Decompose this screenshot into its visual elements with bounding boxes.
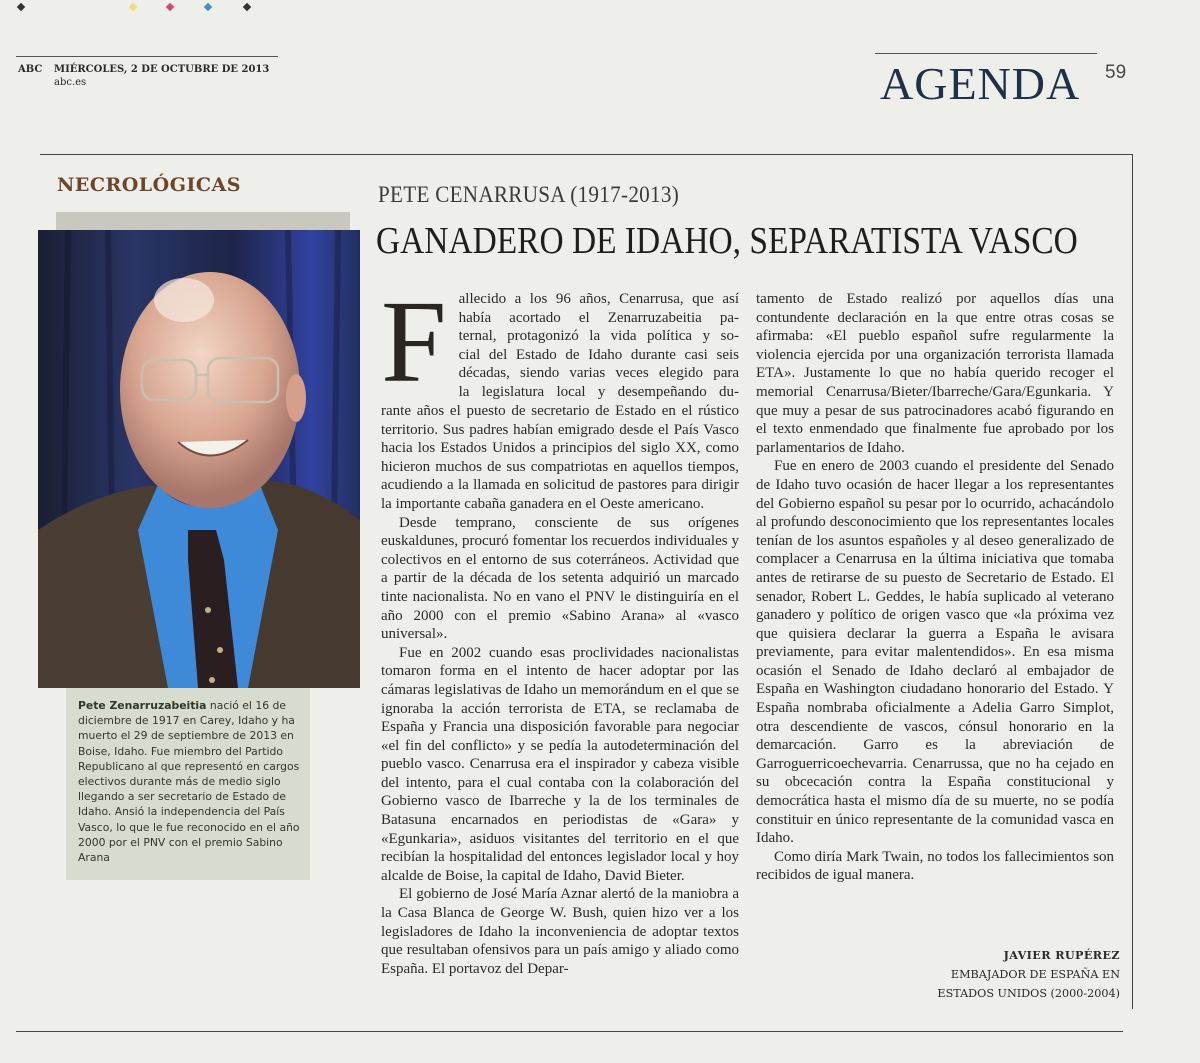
section-title: AGENDA bbox=[880, 58, 1081, 109]
registration-mark-icon bbox=[129, 3, 137, 11]
portrait-photo bbox=[38, 230, 360, 688]
author-role-line-2: ESTADOS UNIDOS (2000-2004) bbox=[937, 987, 1120, 1000]
masthead-site: abc.es bbox=[54, 77, 87, 88]
registration-mark-icon bbox=[166, 3, 174, 11]
bottom-rule bbox=[16, 1031, 1123, 1032]
dropcap-line: allecido a los 96 años, Cenarrusa, que así bbox=[458, 291, 739, 307]
paragraph-1 bbox=[381, 290, 739, 514]
article-column-2 bbox=[756, 290, 1114, 930]
paragraph-3: Fue en 2002 cuando esas proclividades nacionalistas tomaron forma en el intento de hacer adoptar por las cámaras legislativas de Idaho un memorándum en el que se ignoraba la acción terrorista de ETA, se reclamaba de España y Francia una disposición favorable para negociar «el fin del conflicto» y se pedía la autodeterminación del pueblo vasco. Cenarrusa era el inspirador y cabeza visible del intento, para el cual contaba con la colaboración del Gobierno vasco de Ibarreche y la de los terminales de Batasuna encarnados en periodistas de «Gara» y «Egunkaria», asiduos visitantes del territorio en el que recibían la hospitalidad del entonces legislador local y hoy alcalde de Boise, la capital de Idaho, David Bieter. bbox=[381, 644, 739, 884]
dropcap-line: ternal, protagonizó la vida política y so- bbox=[458, 328, 739, 345]
paragraph-2: Desde temprano, consciente de sus orígenes euskaldunes, procuró fomentar los recuerdos individuales y colectivos en el entorno de sus coterráneos. Actividad que a partir de la década de los setenta adquirió un marcado tinte nacionalista. No en vano el PNV le distinguiría en el año 2000 con el premio «Sabino Arana» al «vasco universal». bbox=[381, 514, 739, 643]
top-rule-left bbox=[16, 56, 278, 57]
author-signature bbox=[900, 946, 1120, 1003]
dropcap-line: había acortado el Zenarruzabeitia pa- bbox=[458, 309, 739, 326]
page-number: 59 bbox=[1105, 62, 1127, 83]
top-rule-right bbox=[875, 53, 1097, 54]
portrait-photo-icon bbox=[38, 230, 360, 688]
caption-text: nació el 16 de diciembre de 1917 en Carey, Idaho y ha muerto el 29 de septiembre de 2013 en Boise, Idaho. Fue miembro del Partido Republicano al que representó en cargos electivos durante más de medio siglo llegando a ser secretario de Estado de Idaho. Ansió la independencia del País Vasco, lo que le fue reconocido en el año 2000 por el PNV con el premio Sabino Arana bbox=[78, 699, 300, 865]
paragraph-7: Como diría Mark Twain, no todos los fallecimientos son recibidos de igual manera. bbox=[756, 848, 1114, 884]
masthead-brand: ABC bbox=[18, 64, 43, 75]
author-role-line-1: EMBAJADOR DE ESPAÑA EN bbox=[950, 968, 1120, 981]
section-label: NECROLÓGICAS bbox=[57, 174, 241, 196]
paragraph-5: tamento de Estado realizó por aquellos días una contundente declaración en la que entre otras cosas se afirmaba: «El pueblo español sufre regularmente la violencia ejercida por una organización terrorista llamada ETA». Justamente lo que no había querido recoger el memorial Cenarrusa/Bieter/Ibarreche/Gara/Egunkaria. Y que muy a pesar de sus patrocinadores acabó figurando en el texto enmendado que finalmente fue aprobado por los parlamentarios de Idaho. bbox=[756, 291, 1114, 456]
dropcap-lines bbox=[459, 290, 739, 402]
paragraph-4: El gobierno de José María Aznar alertó de la maniobra a la Casa Blanca de George W. Bush, quien hizo ver a los legisladores de Idaho la inconveniencia de adoptar textos que resultaban ofensivos para un país amigo y aliado como España. El portavoz del Depar- bbox=[381, 886, 739, 977]
paragraph-1-rest: rante años el puesto de secretario de Estado en el rústico territorio. Sus padres habían emigrado desde el País Vasco hacia los Estados Unidos a principios del siglo XX, como hicieron muchos de sus compatriotas en aquellos tiempos, acudiendo a la llamada en solicitud de pastores para dirigir la importante cabaña ganadera en el Oeste americano. bbox=[381, 403, 739, 512]
photo-caption bbox=[78, 698, 306, 865]
photo-frame bbox=[56, 212, 350, 232]
dropcap: F bbox=[381, 290, 447, 407]
dropcap-line: la legislatura local y desempeñando du- bbox=[458, 383, 739, 400]
masthead-row bbox=[18, 63, 318, 76]
masthead bbox=[18, 63, 318, 91]
registration-marks bbox=[14, 4, 264, 14]
dropcap-line: décadas, siendo varias veces elegido para bbox=[458, 365, 739, 382]
caption-name: Pete Zenarruzabeitia bbox=[78, 699, 207, 712]
masthead-date: MIÉRCOLES, 2 DE OCTUBRE DE 2013 bbox=[54, 64, 270, 75]
article-headline: GANADERO DE IDAHO, SEPARATISTA VASCO bbox=[376, 220, 1078, 262]
registration-mark-icon bbox=[204, 3, 212, 11]
dropcap-line: cial del Estado de Idaho durante casi seis bbox=[458, 346, 739, 363]
dropcap-block bbox=[381, 290, 739, 407]
author-name: JAVIER RUPÉREZ bbox=[1003, 948, 1120, 962]
article-kicker: PETE CENARRUSA (1917-2013) bbox=[378, 182, 680, 207]
registration-mark-icon bbox=[243, 3, 251, 11]
article-column-1 bbox=[381, 290, 739, 1006]
paragraph-6: Fue en enero de 2003 cuando el presidente del Senado de Idaho tuvo ocasión de hacer llegar a los representantes del Gobierno español su pesar por lo ocurrido, achacándolo al profundo desconocimiento que los representantes locales tenían de los asuntos españoles y al deseo generalizado de complacer a Cenarrusa en la última iniciativa que tomaba antes de retirarse de su puesto de Secretario de Estado. El senador, Robert L. Geddes, le había suplicado al veterano ganadero y político de origen vasco que «la próxima vez que quisiera declarar la guerra a España le avisara previamente, para evitar malentendidos». En esa misma ocasión el Senado de Idaho declaró al embajador de España en Washington ciudadano honorario del Estado. Y España nombraba oficialmente a Adelia Garro Simplot, otra descendiente de vascos, cónsul honorario en la demarcación. Garro es la abreviación de Garroguerricoechevarria. Cenarrussa, que no ha cejado en su obcecación contra la España constitucional y democrática hasta el mismo día de su muerte, no se podía constituir en único representante de la comunidad vasca en Idaho. bbox=[756, 458, 1114, 847]
registration-mark-icon bbox=[17, 3, 25, 11]
